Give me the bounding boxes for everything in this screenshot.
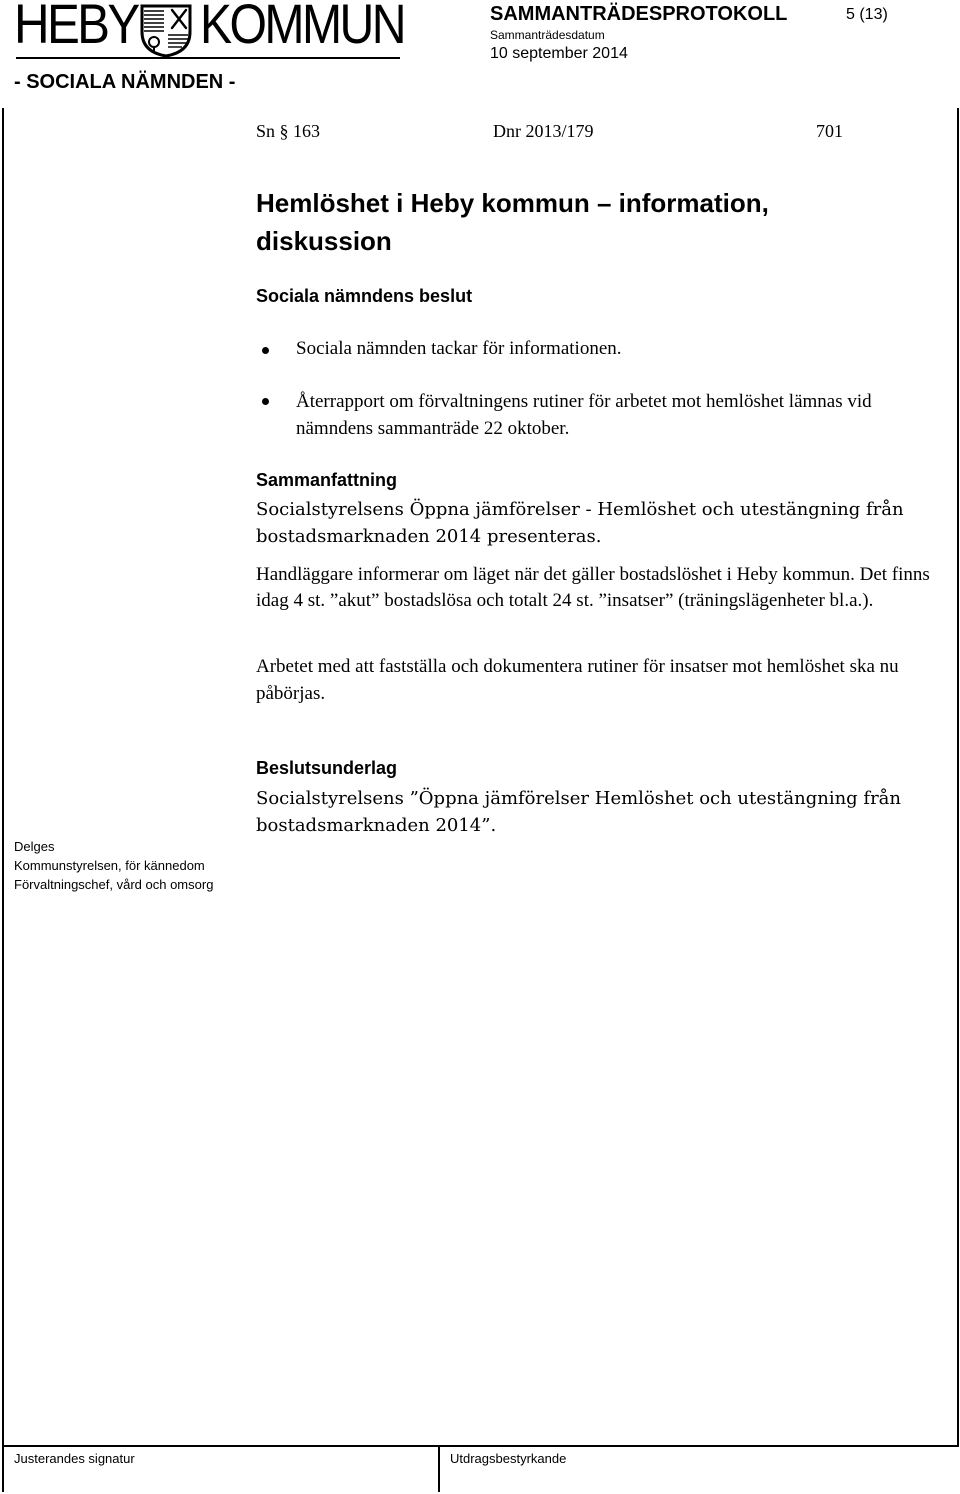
footer-rule — [2, 1445, 959, 1447]
summary-paragraph: Arbetet med att fastställa och dokumentera rutiner för insatser mot hemlöshet ska nu påbörjas. — [256, 656, 899, 704]
page-number: 5 (13) — [846, 6, 888, 23]
left-margin-rule — [2, 108, 4, 1492]
page-title: Hemlöshet i Heby kommun – information, diskussion — [256, 188, 769, 256]
document-type: SAMMANTRÄDESPROTOKOLL — [490, 3, 788, 25]
logo-heby-text: HEBY — [14, 0, 138, 55]
certified-label: Utdragsbestyrkande — [450, 1451, 567, 1466]
summary-heading: Sammanfattning — [256, 470, 398, 490]
meeting-date-value: 10 september 2014 — [490, 45, 628, 62]
summary-paragraph: Handläggare informerar om läget när det gäller bostadslöshet i Heby kommun. Det finns idag 4 st. ”akut” bostadslösa och totalt 24 st. ”insatser” (träningslägenheter bl.a.). — [256, 564, 930, 611]
decision-item: Återrapport om förvaltningens rutiner för arbetet mot hemlöshet lämnas vid nämndens sammanträde 22 oktober. — [296, 391, 872, 439]
committee-name: - SOCIALA NÄMNDEN - — [14, 71, 236, 93]
decision-heading: Sociala nämndens beslut — [256, 286, 473, 306]
summary-paragraph: Socialstyrelsens Öppna jämförelser - Hemlöshet och utestängning från bostadsmarknaden 2014 presenteras. — [256, 499, 904, 547]
distribution-heading: Delges — [14, 839, 55, 854]
footer-divider — [438, 1445, 440, 1492]
decision-item: Sociala nämnden tackar för informationen. — [296, 338, 622, 359]
distribution-recipient: Förvaltningschef, vård och omsorg — [14, 877, 214, 892]
coat-of-arms-icon — [138, 2, 194, 58]
basis-text: Socialstyrelsens ”Öppna jämförelser Hemlöshet och utestängning från bostadsmarknaden 2014”. — [256, 788, 902, 836]
distribution-list — [14, 837, 213, 894]
bullet-icon — [262, 398, 269, 405]
logo-kommun-text: KOMMUN — [200, 0, 404, 55]
case-code: 701 — [816, 121, 843, 141]
signature-label: Justerandes signatur — [14, 1451, 135, 1466]
distribution-recipient: Kommunstyrelsen, för kännedom — [14, 858, 205, 873]
bullet-icon — [262, 347, 269, 354]
case-paragraph-number: Sn § 163 — [256, 121, 321, 141]
right-margin-rule — [957, 108, 959, 1446]
logo-underline — [16, 57, 400, 59]
basis-heading: Beslutsunderlag — [256, 758, 398, 778]
meeting-date-label: Sammanträdesdatum — [490, 28, 605, 42]
case-diary-number: Dnr 2013/179 — [493, 121, 594, 141]
